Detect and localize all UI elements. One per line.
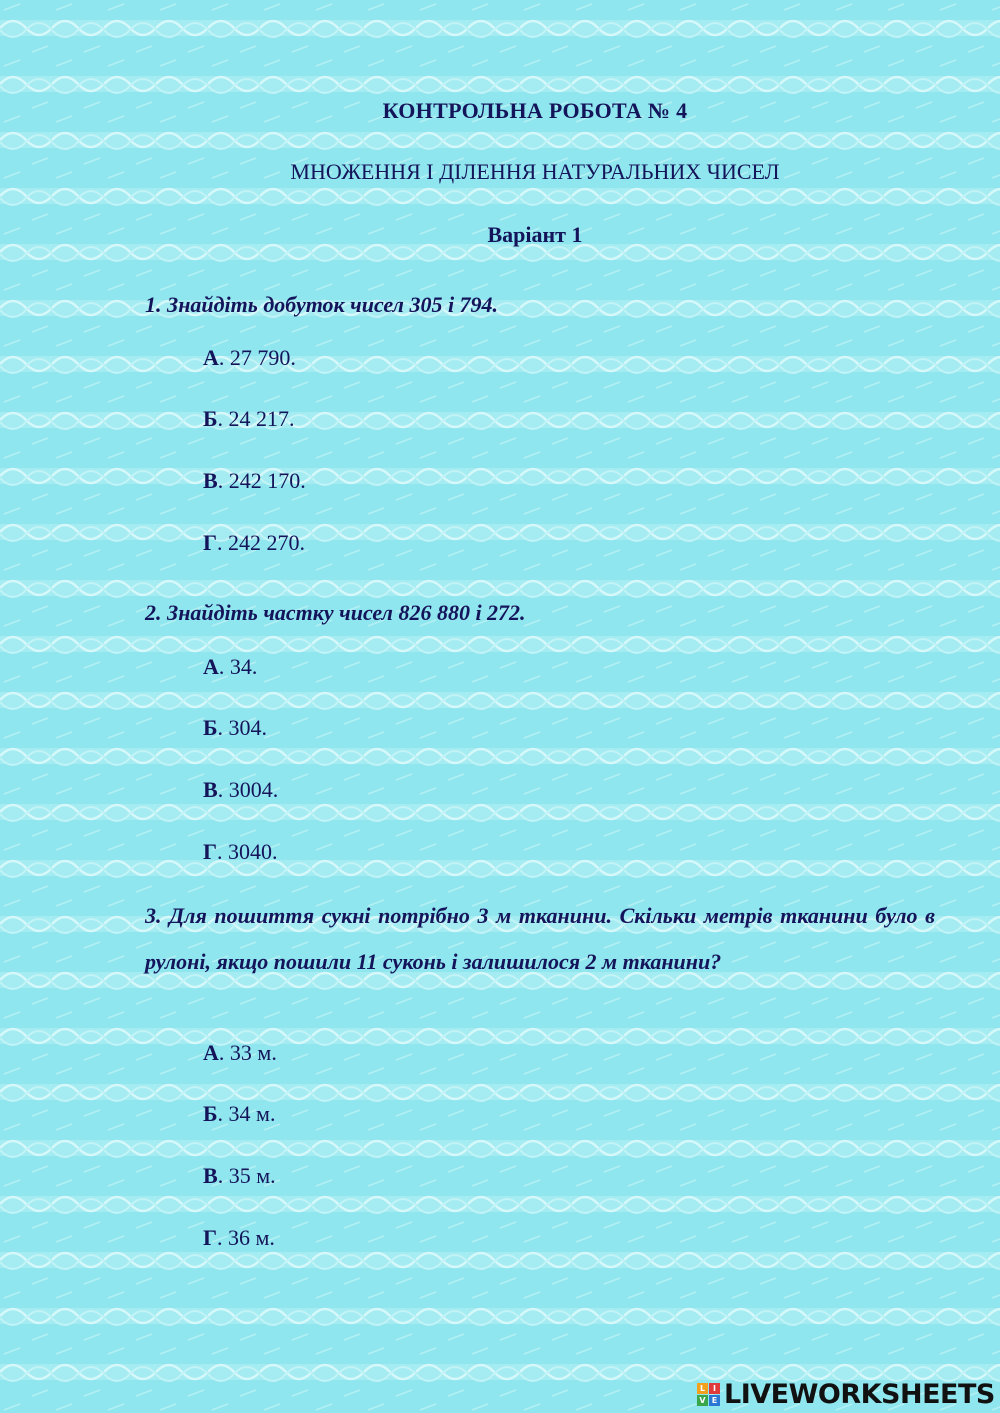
q1-option-b[interactable] [203,406,295,432]
liveworksheets-logo[interactable] [697,1379,995,1409]
option-value: . 3040. [217,839,278,864]
variant-label: Варіант 1 [487,222,583,247]
q2-option-c[interactable] [203,777,278,803]
logo-block: E [709,1395,720,1406]
page-title: КОНТРОЛЬНА РОБОТА № 4 [382,98,688,123]
option-letter: Б [203,406,218,431]
option-letter: Б [203,715,218,740]
option-value: . 36 м. [217,1225,275,1250]
option-value: . 34. [218,654,258,679]
logo-block: L [697,1383,708,1394]
option-letter: А [203,345,219,370]
q1-option-a[interactable] [203,345,296,371]
q2-option-b[interactable] [203,715,267,741]
option-letter: В [203,1163,218,1188]
q1-option-c[interactable] [203,468,306,494]
q3-option-b[interactable] [203,1101,275,1127]
option-value: . 27 790. [218,345,296,370]
q2-option-d[interactable] [203,839,278,865]
option-value: . 242 170. [217,468,306,493]
logo-block: V [697,1395,708,1406]
option-value: . 34 м. [217,1101,276,1126]
question-3: 3. Для пошиття сукні потрібно 3 м тканини. Скільки метрів тканини було в рулоні, якщо пошили 11 суконь і залишилося 2 м тканини? [145,903,935,974]
q3-option-c[interactable] [203,1163,276,1189]
option-letter: Г [203,530,217,555]
option-letter: В [203,468,218,493]
logo-block: I [709,1383,720,1394]
option-letter: А [203,654,219,679]
q2-option-a[interactable] [203,654,257,680]
q3-option-d[interactable] [203,1225,275,1251]
option-value: . 304. [217,715,268,740]
option-value: . 242 270. [217,530,305,555]
option-letter: А [203,1040,219,1065]
page-subtitle: МНОЖЕННЯ І ДІЛЕННЯ НАТУРАЛЬНИХ ЧИСЕЛ [290,159,780,184]
option-letter: Б [203,1101,218,1126]
option-letter: В [203,777,218,802]
q3-option-a[interactable] [203,1040,277,1066]
logo-blocks-icon [697,1383,720,1406]
option-letter: Г [203,1225,217,1250]
logo-text: LIVEWORKSHEETS [724,1378,995,1410]
option-value: . 35 м. [217,1163,276,1188]
question-2: 2. Знайдіть частку чисел 826 880 і 272. [145,600,526,625]
option-value: . 3004. [217,777,279,802]
option-value: . 24 217. [217,406,295,431]
question-1: 1. Знайдіть добуток чисел 305 і 794. [145,292,499,317]
option-letter: Г [203,839,217,864]
option-value: . 33 м. [218,1040,277,1065]
q1-option-d[interactable] [203,530,305,556]
